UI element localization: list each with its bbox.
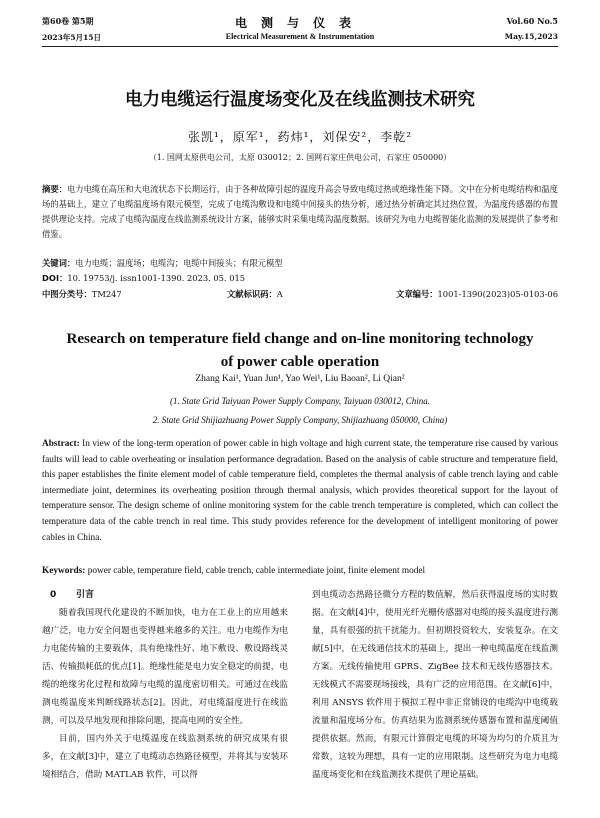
- section-heading: [42, 586, 288, 604]
- header-rule: [42, 46, 558, 47]
- authors-en: Zhang Kai¹, Yuan Jun¹, Yao Wei¹, Liu Baoan², Li Qian²: [195, 374, 405, 384]
- affiliations-en: [42, 392, 558, 430]
- article-no-value: 1001-1390(2023)05-0103-06: [437, 289, 558, 299]
- doi-text: 10. 19753/j. issn1001-1390. 2023. 05. 015: [67, 273, 246, 283]
- date-en: May.15,2023: [504, 32, 558, 41]
- running-header: [42, 16, 558, 30]
- journal-title-cn: 电测与仪表: [234, 16, 365, 30]
- clc-label: 中图分类号：: [42, 289, 92, 299]
- journal-title-en: Electrical Measurement & Instrumentation: [225, 32, 375, 41]
- affiliation-en-2: 2. State Grid Shijiazhuang Power Supply Company, Shijiazhuang 050000, China): [152, 415, 448, 425]
- doc-code-label: 文献标识码：: [227, 289, 277, 299]
- keywords-cn: [42, 256, 558, 271]
- volume-issue: 第60卷 第5期: [42, 16, 94, 26]
- abstract-en: [42, 437, 558, 546]
- body-paragraph: 到电缆动态热路径微分方程的数值解，然后获得温度场的实时数据。在文献[4]中，使用光纤光栅传感器对电缆的接头温度进行测量，具有很强的抗干扰能力。但初期投资较大，安装复杂。在文献[5]中，在无线通信技术的基础上，提出一种电缆温度在线监测方案。无线传输使用 GPRS、ZigBee 技术和无线传感器技术。无线模式不需要现场接线，具有广泛的应用范围。在文献[6]中，利用 ANSYS 软件用于模拟工程中非正常铺设的电缆沟中电缆载流量和温度场分布。仿真结果为监测系统传感器布置和温度阈值提供依据。然而，有限元计算假定电缆的环境为均匀的介质且为常数，这较为理想，具有一定的应用限制。这些研究为电力电缆温度场变化和在线监测技术提供了理论基础。: [312, 590, 558, 780]
- volume-en: Vol.60 No.5: [506, 16, 558, 26]
- keywords-cn-text: 电力电缆；温度场；电缆沟；电缆中间接头；有限元模型: [75, 258, 283, 268]
- clc-value: TM247: [91, 289, 122, 299]
- abstract-cn-text: 电力电缆在高压和大电流状态下长期运行，由于各种故障引起的温度升高会导致电缆过热或绝缘性能下降。文中在分析电缆结构和温度场的基础上，建立了电缆温度场有限元模型，完成了电缆沟敷设和电缆中间接头的热分析，通过热分析确定其过热位置，为温度传感器的布置提供理论支持。完成了电缆沟温度在线监测系统设计方案，能够实时采集电缆沟温度数据。该研究为电力电缆智能化监测的发展提供了参考和借鉴。: [42, 184, 558, 239]
- abstract-cn: [42, 182, 558, 242]
- section-title: 引言: [76, 590, 95, 600]
- classification-line: [42, 287, 558, 302]
- section-number: 0: [50, 590, 57, 600]
- date-cn: 2023年5月15日: [42, 33, 102, 42]
- paper-title-en: Research on temperature field change and on-line monitoring technology of power cable operation: [66, 331, 534, 370]
- abstract-en-label: Abstract:: [42, 439, 80, 449]
- body-column-right: [312, 586, 558, 784]
- doi-label: DOI：: [42, 273, 68, 283]
- paper-title-cn: 电力电缆运行温度场变化及在线监测技术研究: [125, 90, 475, 110]
- article-no-label: 文章编号：: [396, 289, 438, 299]
- authors-cn: 张凯¹，原军¹，药炜¹，刘保安²，李乾²: [187, 130, 413, 144]
- keywords-cn-label: 关键词：: [42, 258, 76, 268]
- affiliations-cn: （1. 国网太原供电公司，太原 030012；2. 国网石家庄供电公司，石家庄 050000）: [148, 153, 452, 162]
- abstract-en-text: In view of the long-term operation of power cable in high voltage and high current state, the temperature rise caused by various faults will lead to cable overheating or insulation performance degradation. Based on the analysis of cable structure and temperature field, this paper establishes the finite element model of cable temperature field, completes the thermal analysis of cable trench laying and cable intermediate joint, determines its overheating position through thermal analysis, which provides theoretical support for the layout of temperature sensor. The design scheme of online monitoring system for the cable trench temperature is completed, which can collect the temperature data of the cable trench in real time. This study provides reference for the development of intelligent monitoring of power cables in China.: [42, 439, 558, 543]
- doc-code-value: A: [276, 289, 283, 299]
- affiliation-en-1: (1. State Grid Taiyuan Power Supply Company, Taiyuan 030012, China.: [169, 396, 431, 406]
- abstract-cn-label: 摘要：: [42, 184, 67, 194]
- doi: [42, 271, 558, 286]
- body-paragraph: 目前，国内外关于电缆温度在线监测系统的研究成果有很多，在文献[3]中，建立了电缆动态热路径模型，并将其与安装环境相结合，借助 MATLAB 软件，可以得: [42, 734, 288, 780]
- running-header-sub: [42, 32, 558, 44]
- keywords-en-label: Keywords:: [42, 566, 86, 576]
- body-column-left: [42, 586, 288, 784]
- keywords-en-text: power cable, temperature field, cable trench, cable intermediate joint, finite element model: [87, 566, 426, 576]
- keywords-en: [42, 564, 558, 579]
- body-paragraph: 随着我国现代化建设的不断加快，电力在工业上的应用越来越广泛，电力安全问题也变得越来越多的关注。电力电缆作为电力电能传输的主要载体，具有绝缘性好、地下敷设、敷设路线灵活、传输损耗低的优点[1]。绝缘性能是电力安全稳定的前提，电缆的绝缘劣化过程和故障与电缆的温度密切相关。可通过在线监测电缆温度来判断线路状态[2]。因此，对电缆温度进行在线监测，可以及早地发现和排除问题，提高电网的安全性。: [42, 608, 288, 726]
